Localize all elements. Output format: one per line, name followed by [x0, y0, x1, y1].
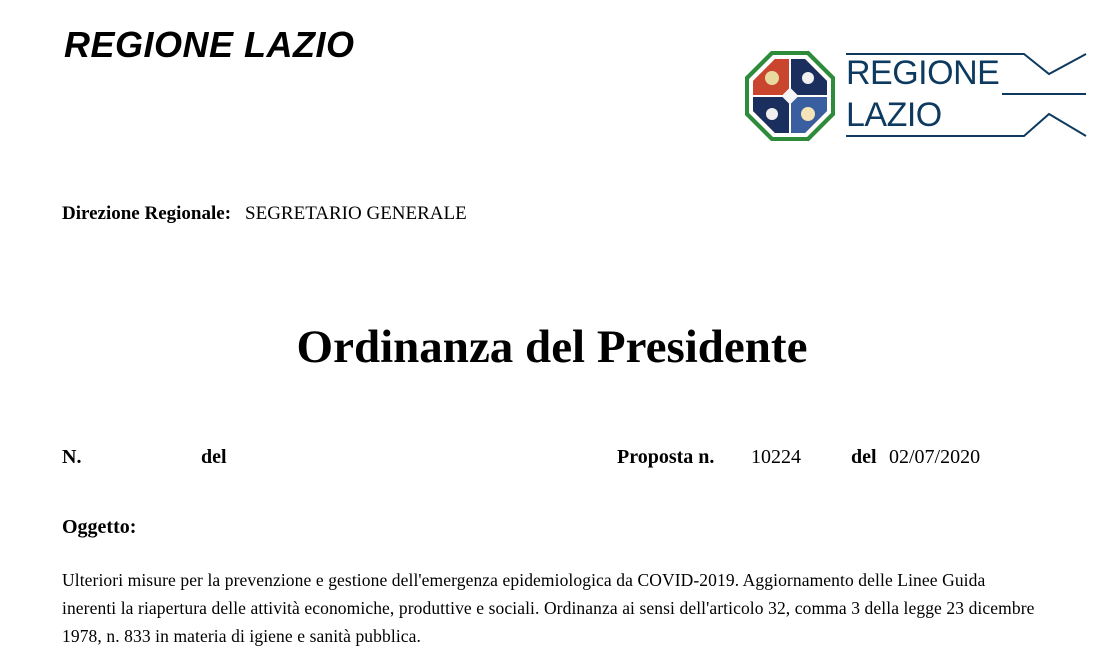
- logo-wordmark: [844, 50, 1089, 142]
- del-label: del: [201, 446, 227, 468]
- document-title: Ordinanza del Presidente: [296, 321, 808, 373]
- n-label: N.: [62, 446, 82, 468]
- proposta-label: Proposta n.: [617, 446, 715, 468]
- proposta-del-label: del: [851, 446, 877, 468]
- direzione-value: SEGRETARIO GENERALE: [245, 203, 467, 224]
- header-title: REGIONE LAZIO: [64, 24, 355, 65]
- oggetto-label: Oggetto:: [62, 516, 137, 538]
- coat-of-arms-icon: [744, 50, 836, 142]
- regione-lazio-logo: [744, 50, 1089, 142]
- logo-text-regione: REGIONE: [846, 54, 1000, 92]
- proposta-date: 02/07/2020: [889, 446, 981, 468]
- direzione-label: Direzione Regionale:: [62, 203, 232, 224]
- proposta-number: 10224: [751, 446, 801, 468]
- direzione-regionale: [62, 203, 467, 225]
- logo-text-lazio: LAZIO: [846, 96, 942, 134]
- oggetto-text: Ulteriori misure per la prevenzione e gestione dell'emergenza epidemiologica da COVID-2019. Aggiornamento delle Linee Guida inerenti la riapertura delle attività economiche, produttive e sociali. Ordinanza ai sensi dell'articolo 32, comma 3 della legge 23 dicembre 1978, n. 833 in materia di igiene e sanità pubblica.: [62, 570, 1035, 646]
